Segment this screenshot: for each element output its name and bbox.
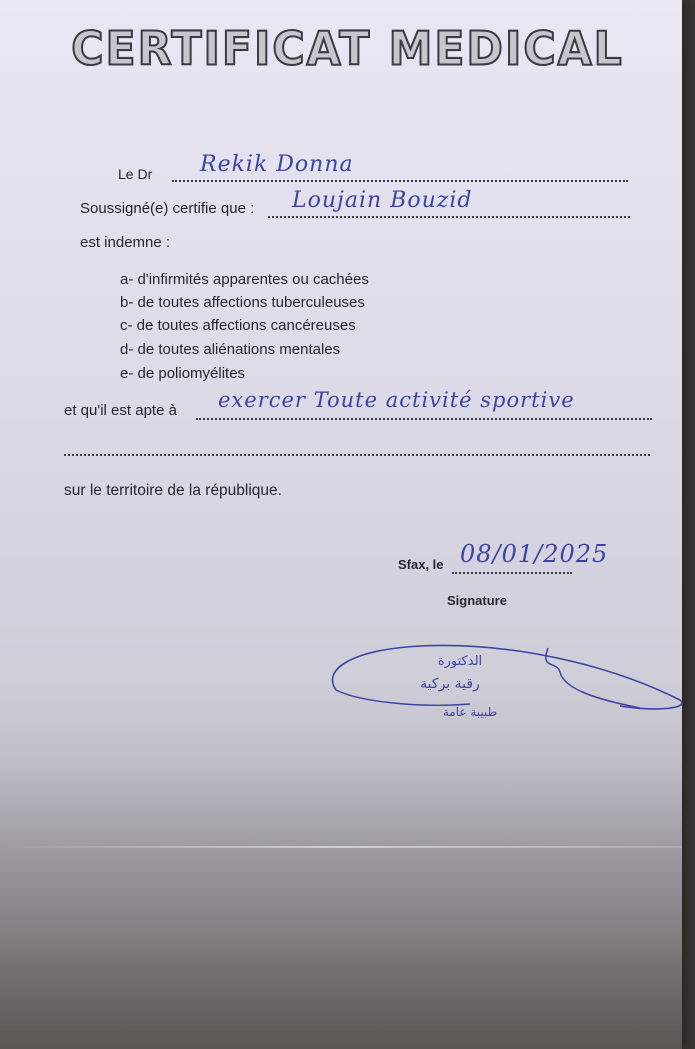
doctor-name-handwritten: Rekik Donna <box>200 152 354 177</box>
patient-name-handwritten: Loujain Bouzid <box>292 188 473 213</box>
signature-flourish <box>546 648 640 708</box>
certifies-label: Soussigné(e) certifie que : <box>80 200 255 217</box>
place-label: Sfax, le <box>398 557 444 572</box>
condition-item-b: b- de toutes affections tuberculeuses <box>120 294 365 311</box>
condition-item-d: d- de toutes aliénations mentales <box>120 341 341 358</box>
indemne-label: est indemne : <box>80 234 171 251</box>
doctor-label: Le Dr <box>118 166 153 182</box>
date-handwritten: 08/01/2025 <box>460 540 609 568</box>
signature-ellipse-lower <box>336 690 470 705</box>
territory-text: sur le territoire de la république. <box>64 482 282 499</box>
document-title: CERTIFICAT MEDICAL <box>71 22 624 77</box>
signature-label: Signature <box>447 593 507 608</box>
stamp-line-2: رقية بركية <box>420 676 480 692</box>
stamp-line-1: الدكتورة <box>437 654 483 669</box>
signature-ellipse-stroke <box>333 645 682 708</box>
stamp-line-3: طبيبة عامة <box>442 705 498 719</box>
apte-value-handwritten: exercer Toute activité sportive <box>218 388 575 412</box>
condition-item-a: a- d'infirmités apparentes ou cachées <box>120 271 369 288</box>
apte-label: et qu'il est apte à <box>64 402 177 419</box>
condition-item-e: e- de poliomyélites <box>120 365 246 382</box>
condition-item-c: c- de toutes affections cancéreuses <box>120 317 356 334</box>
